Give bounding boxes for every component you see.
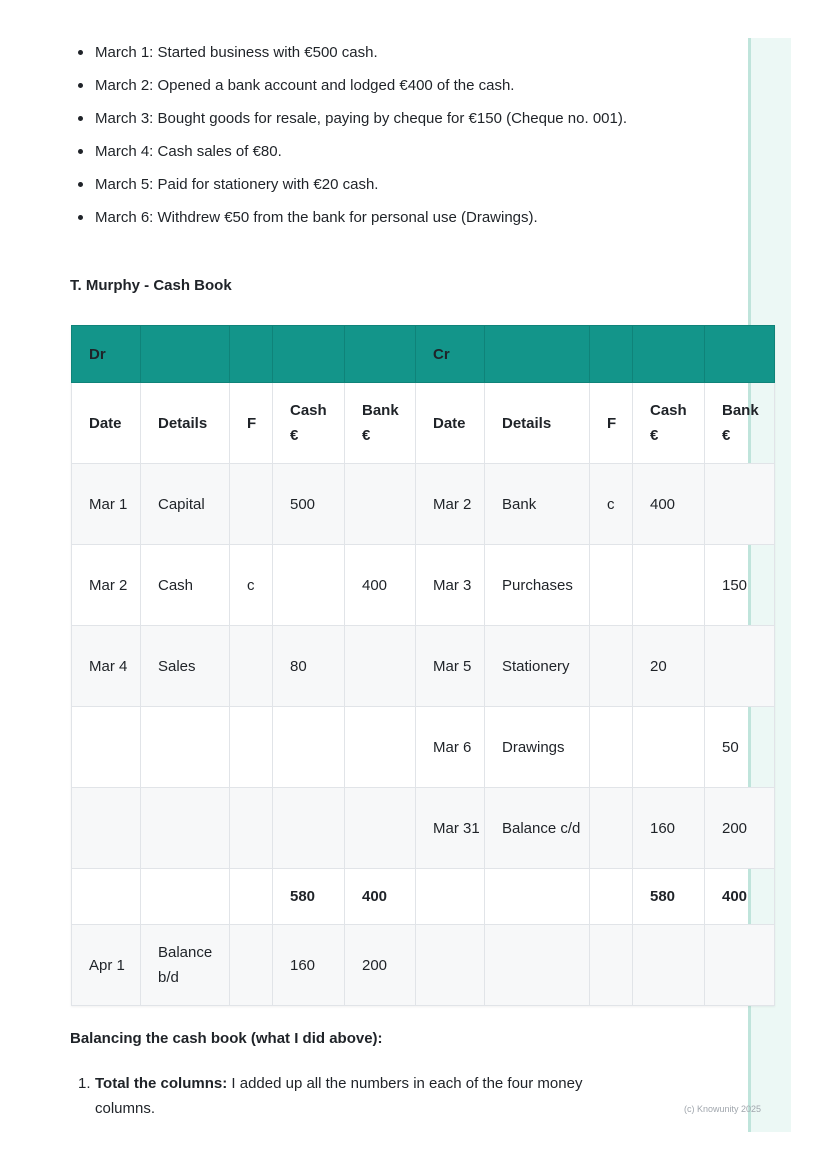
header-date: Date bbox=[416, 383, 485, 464]
header-details: Details bbox=[141, 383, 230, 464]
table-row: Mar 2 Cash c 400 Mar 3 Purchases 150 bbox=[72, 545, 775, 626]
section-title: Balancing the cash book (what I did above): bbox=[70, 1030, 383, 1047]
transactions-list bbox=[78, 40, 638, 238]
header-details: Details bbox=[485, 383, 590, 464]
total-cash-dr: 580 bbox=[273, 869, 345, 925]
table-row: Mar 4 Sales 80 Mar 5 Stationery 20 bbox=[72, 626, 775, 707]
total-bank-cr: 400 bbox=[705, 869, 775, 925]
header-cash: Cash € bbox=[273, 383, 345, 464]
list-item: March 1: Started business with €500 cash. bbox=[78, 40, 638, 65]
list-item: March 3: Bought goods for resale, paying by cheque for €150 (Cheque no. 001). bbox=[78, 106, 638, 131]
total-bank-dr: 400 bbox=[345, 869, 416, 925]
header-bank: Bank € bbox=[705, 383, 775, 464]
header-cash: Cash € bbox=[633, 383, 705, 464]
cr-label: Cr bbox=[416, 326, 485, 383]
table-row: Mar 31 Balance c/d 160 200 bbox=[72, 788, 775, 869]
table-band-row bbox=[72, 326, 775, 383]
step-bold: Total the columns: bbox=[95, 1075, 228, 1092]
list-item: March 6: Withdrew €50 from the bank for personal use (Drawings). bbox=[78, 205, 638, 230]
table-header-row bbox=[72, 383, 775, 464]
header-folio: F bbox=[590, 383, 633, 464]
dr-label: Dr bbox=[72, 326, 141, 383]
header-folio: F bbox=[230, 383, 273, 464]
copyright-text: (c) Knowunity 2025 bbox=[684, 1104, 762, 1114]
steps-list bbox=[78, 1071, 638, 1121]
list-item: March 5: Paid for stationery with €20 cash. bbox=[78, 172, 638, 197]
header-bank: Bank € bbox=[345, 383, 416, 464]
step-text: I added up all the numbers in each of the four money columns. bbox=[95, 1075, 583, 1117]
total-cash-cr: 580 bbox=[633, 869, 705, 925]
table-row: Mar 1 Capital 500 Mar 2 Bank c 400 bbox=[72, 464, 775, 545]
list-item: March 2: Opened a bank account and lodged €400 of the cash. bbox=[78, 73, 638, 98]
list-item: March 4: Cash sales of €80. bbox=[78, 139, 638, 164]
step-number: 1. bbox=[78, 1075, 91, 1092]
list-item bbox=[78, 1071, 638, 1121]
cash-book-table bbox=[71, 325, 775, 1006]
balance-bd-row: Apr 1 Balance b/d 160 200 bbox=[72, 925, 775, 1006]
header-date: Date bbox=[72, 383, 141, 464]
cash-book-heading: T. Murphy - Cash Book bbox=[70, 277, 232, 294]
table-row: Mar 6 Drawings 50 bbox=[72, 707, 775, 788]
totals-row bbox=[72, 869, 775, 925]
